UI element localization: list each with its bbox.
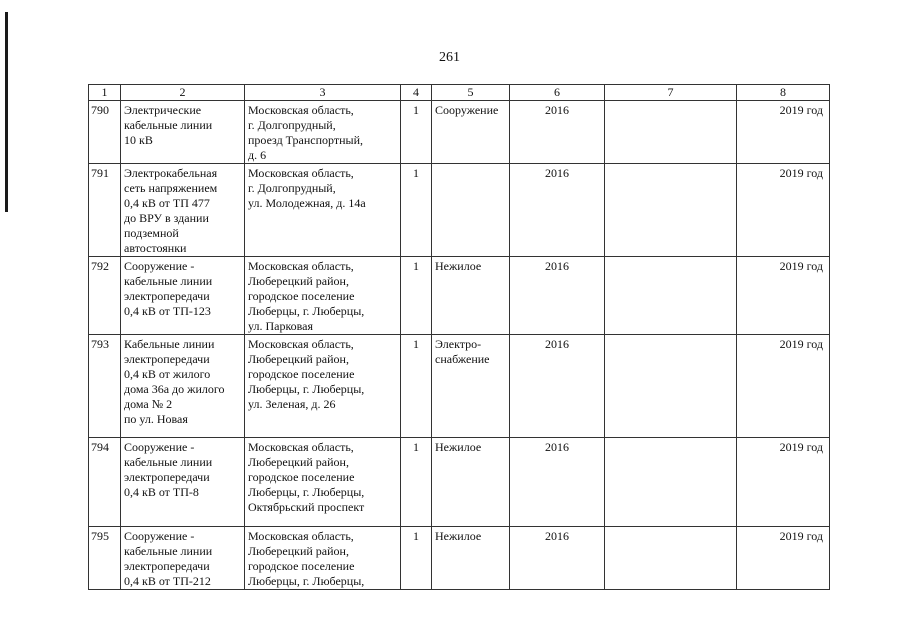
cell-quantity: 1 [401,438,432,527]
cell-address: Московская область, Люберецкий район, городское поселение Люберцы, г. Люберцы, ул. Парковая [245,257,401,335]
cell-year: 2016 [510,438,605,527]
cell-quantity: 1 [401,257,432,335]
cell-year: 2016 [510,257,605,335]
table-row [89,527,830,590]
table-row [89,101,830,164]
cell-number: 792 [89,257,121,335]
cell-type [432,164,510,257]
cell-address: Московская область, Люберецкий район, городское поселение Люберцы, г. Люберцы, [245,527,401,590]
cell-column-7 [605,101,737,164]
cell-name: Сооружение - кабельные линии электропередачи 0,4 кВ от ТП-123 [121,257,245,335]
cell-quantity: 1 [401,164,432,257]
cell-name: Сооружение - кабельные линии электропередачи 0,4 кВ от ТП-212 [121,527,245,590]
column-header: 7 [605,85,737,101]
cell-type: Нежилое [432,438,510,527]
cell-number: 793 [89,335,121,438]
cell-column-7 [605,438,737,527]
cell-registration: 2019 год [737,527,830,590]
cell-column-7 [605,257,737,335]
cell-number: 791 [89,164,121,257]
cell-year: 2016 [510,527,605,590]
column-header: 6 [510,85,605,101]
cell-registration: 2019 год [737,438,830,527]
cell-registration: 2019 год [737,164,830,257]
cell-number: 790 [89,101,121,164]
column-header: 1 [89,85,121,101]
cell-column-7 [605,335,737,438]
table-row [89,164,830,257]
cell-name: Электрические кабельные линии 10 кВ [121,101,245,164]
cell-year: 2016 [510,335,605,438]
column-header: 5 [432,85,510,101]
cell-quantity: 1 [401,101,432,164]
column-header: 8 [737,85,830,101]
cell-address: Московская область, г. Долгопрудный, ул. Молодежная, д. 14а [245,164,401,257]
cell-name: Кабельные линии электропередачи 0,4 кВ от жилого дома 36а до жилого дома № 2 по ул. Новая [121,335,245,438]
table-row [89,335,830,438]
table-row [89,438,830,527]
column-header: 4 [401,85,432,101]
cell-number: 795 [89,527,121,590]
cell-registration: 2019 год [737,257,830,335]
cell-address: Московская область, г. Долгопрудный, проезд Транспортный, д. 6 [245,101,401,164]
cell-column-7 [605,164,737,257]
cell-column-7 [605,527,737,590]
cell-quantity: 1 [401,527,432,590]
cell-registration: 2019 год [737,335,830,438]
page-number: 261 [439,50,460,65]
scan-edge-mark [5,12,8,212]
table-row [89,257,830,335]
cell-year: 2016 [510,164,605,257]
column-header: 2 [121,85,245,101]
cell-name: Электрокабельная сеть напряжением 0,4 кВ от ТП 477 до ВРУ в здании подземной автостоянки [121,164,245,257]
cell-year: 2016 [510,101,605,164]
cell-type: Нежилое [432,527,510,590]
cell-type: Сооружение [432,101,510,164]
cell-address: Московская область, Люберецкий район, городское поселение Люберцы, г. Люберцы, ул. Зеленая, д. 26 [245,335,401,438]
column-header: 3 [245,85,401,101]
table-header-row [89,85,830,101]
cell-number: 794 [89,438,121,527]
cell-type: Электро- снабжение [432,335,510,438]
registry-table [88,84,830,590]
cell-address: Московская область, Люберецкий район, городское поселение Люберцы, г. Люберцы, Октябрьский проспект [245,438,401,527]
cell-type: Нежилое [432,257,510,335]
cell-registration: 2019 год [737,101,830,164]
cell-name: Сооружение - кабельные линии электропередачи 0,4 кВ от ТП-8 [121,438,245,527]
cell-quantity: 1 [401,335,432,438]
